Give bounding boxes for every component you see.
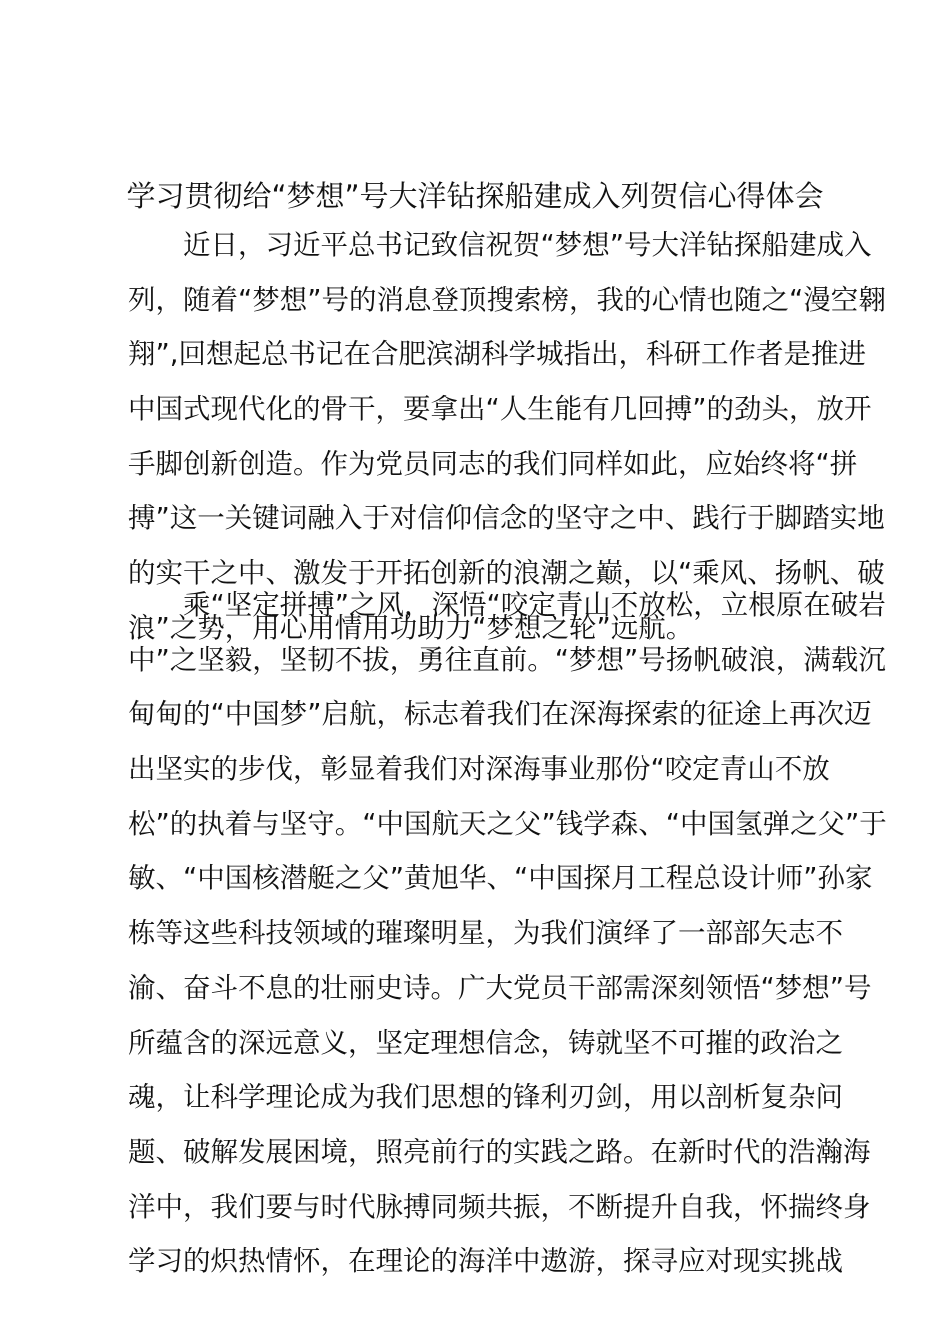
- paragraph-line: 浪”之势，用心用情用功助力“梦想之轮”远航。: [128, 611, 694, 644]
- paragraph-line: 敏、“中国核潜艇之父”黄旭华、“中国探月工程总设计师”孙家: [128, 862, 873, 895]
- paragraph-line: 所蕴含的深远意义，坚定理想信念，铸就坚不可摧的政治之: [128, 1026, 843, 1059]
- paragraph-line: 搏”这一关键词融入于对信仰信念的坚守之中、践行于脚踏实地: [128, 502, 885, 535]
- paragraph-line: 题、破解发展困境，照亮前行的实践之路。在新时代的浩瀚海: [128, 1135, 871, 1168]
- paragraph-line: 渝、奋斗不息的壮丽史诗。广大党员干部需深刻领悟“梦想”号: [128, 971, 872, 1004]
- document-title: 学习贯彻给“梦想”号大洋钻探船建成入列贺信心得体会: [126, 179, 824, 213]
- paragraph-line: 松”的执着与坚守。“中国航天之父”钱学森、“中国氢弹之父”于: [128, 807, 887, 840]
- paragraph-line: 中”之坚毅，坚韧不拔，勇往直前。“梦想”号扬帆破浪，满载沉: [128, 643, 886, 676]
- paragraph-line: 栋等这些科技领域的璀璨明星，为我们演绎了一部部矢志不: [128, 917, 843, 950]
- paragraph-line: 乘“坚定拼搏”之风，深悟“咬定青山不放松，立根原在破岩: [183, 589, 886, 621]
- paragraph-line: 手脚创新创造。作为党员同志的我们同样如此，应始终将“拼: [128, 447, 858, 480]
- paragraph-line: 列，随着“梦想”号的消息登顶搜索榜，我的心情也随之“漫空翱: [128, 283, 886, 316]
- paragraph-line: 学习的炽热情怀，在理论的海洋中遨游，探寻应对现实挑战: [128, 1245, 843, 1278]
- paragraph-line: 的实干之中、激发于开拓创新的浪潮之巅，以“乘风、扬帆、破: [128, 557, 885, 590]
- paragraph-line: 魂，让科学理论成为我们思想的锋利刃剑，用以剖析复杂问: [128, 1081, 843, 1114]
- paragraph-line: 中国式现代化的骨干，要拿出“人生能有几回搏”的劲头，放开: [128, 393, 872, 426]
- paragraph-line: 近日，习近平总书记致信祝贺“梦想”号大洋钻探船建成入: [183, 229, 872, 261]
- paragraph-line: 洋中，我们要与时代脉搏同频共振，不断提升自我，怀揣终身: [128, 1190, 871, 1223]
- paragraph-line: 甸甸的“中国梦”启航，标志着我们在深海探索的征途上再次迈: [128, 698, 872, 731]
- paragraph-line: 翔”,回想起总书记在合肥滨湖科学城指出，科研工作者是推进: [128, 338, 866, 371]
- paragraph-line: 出坚实的步伐，彰显着我们对深海事业那份“咬定青山不放: [128, 753, 830, 786]
- paragraph-2: [128, 578, 887, 1289]
